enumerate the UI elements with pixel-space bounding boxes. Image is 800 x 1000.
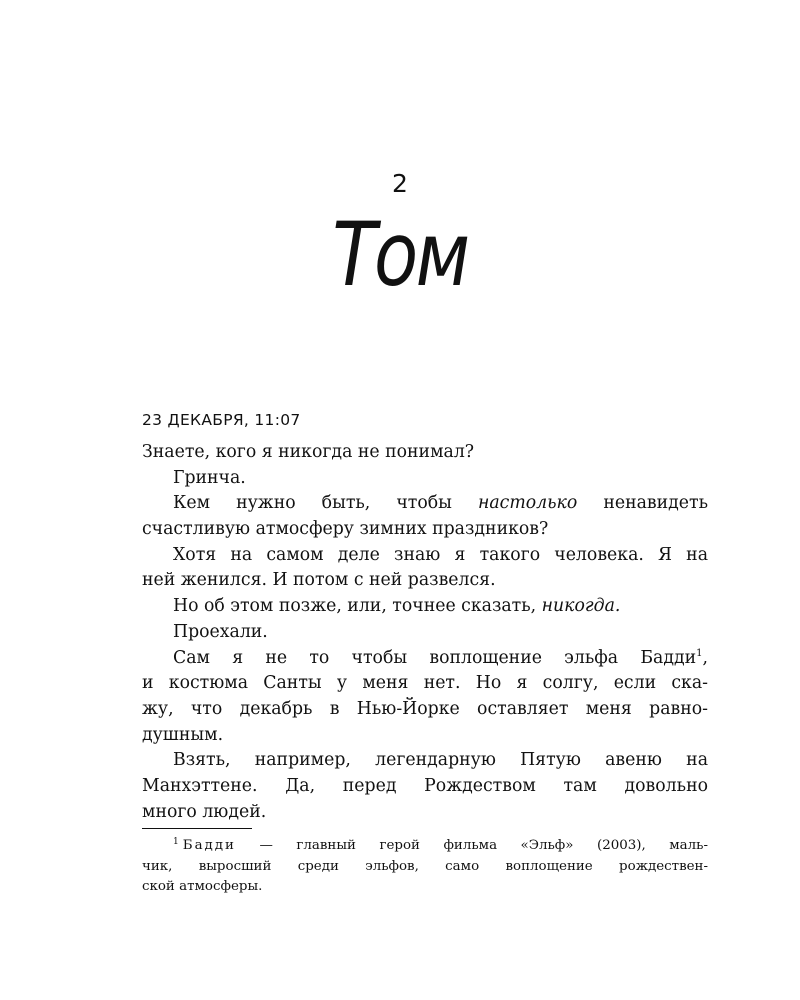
footnote-line <box>142 877 708 898</box>
emphasis-text: никогда. <box>541 596 621 617</box>
footnote-line <box>142 836 708 857</box>
text-span: ненавидеть <box>577 493 708 514</box>
text-span: Гринча. <box>173 467 246 488</box>
footnote-marker: 1 <box>173 836 179 847</box>
text-span: душным. <box>142 724 224 745</box>
paragraph-line <box>142 517 708 543</box>
text-span: Кем нужно быть, чтобы <box>173 493 478 514</box>
text-span: Проехали. <box>173 621 268 642</box>
chapter-timestamp: 23 ДЕКАБРЯ, 11:07 <box>142 411 301 429</box>
paragraph-line <box>142 697 708 723</box>
text-span: Хотя на самом деле знаю я такого человека. Я на <box>173 544 708 565</box>
emphasis-text: настолько <box>477 493 578 514</box>
text-span: много людей. <box>142 801 267 822</box>
paragraph-line <box>142 748 708 774</box>
text-span: счастливую атмосферу зимних праздников? <box>142 519 549 540</box>
text-span: Взять, например, легендарную Пятую авеню на <box>173 750 708 771</box>
body-text <box>142 440 708 825</box>
paragraph-line <box>142 671 708 697</box>
paragraph-line <box>142 620 708 646</box>
footnote <box>142 836 708 898</box>
paragraph-line <box>142 491 708 517</box>
paragraph-line <box>142 543 708 569</box>
text-span: ской атмосферы. <box>142 879 263 894</box>
text-span: , <box>702 647 708 668</box>
paragraph-line <box>142 800 708 826</box>
paragraph-line <box>142 723 708 749</box>
chapter-number: 2 <box>392 169 408 198</box>
footnote-term: Бадди <box>182 838 236 853</box>
text-span: и костюма Санты у меня нет. Но я солгу, если ска- <box>142 673 708 694</box>
text-span: — главный герой фильма «Эльф» (2003), маль- <box>235 838 708 853</box>
paragraph-line <box>142 440 708 466</box>
text-span: Манхэттене. Да, перед Рождеством там довольно <box>142 775 708 796</box>
text-span: Но об этом позже, или, точнее сказать, <box>173 596 542 617</box>
text-span: ней женился. И потом с ней развелся. <box>142 570 496 591</box>
text-span: Знаете, кого я никогда не понимал? <box>142 442 475 462</box>
text-span: чик, выросший среди эльфов, само воплощение рождествен- <box>142 858 708 874</box>
paragraph-line <box>142 774 708 800</box>
footnote-divider <box>142 828 252 829</box>
paragraph-line <box>142 646 708 672</box>
paragraph-line <box>142 568 708 594</box>
chapter-title: Том <box>332 203 468 306</box>
text-span: Сам я не то чтобы воплощение эльфа Бадди <box>173 647 697 668</box>
paragraph-line <box>142 594 708 620</box>
paragraph-line <box>142 466 708 492</box>
footnote-line <box>142 857 708 878</box>
footnote-reference[interactable]: 1 <box>696 647 703 659</box>
text-span: жу, что декабрь в Нью-Йорке оставляет меня равно- <box>142 698 708 719</box>
